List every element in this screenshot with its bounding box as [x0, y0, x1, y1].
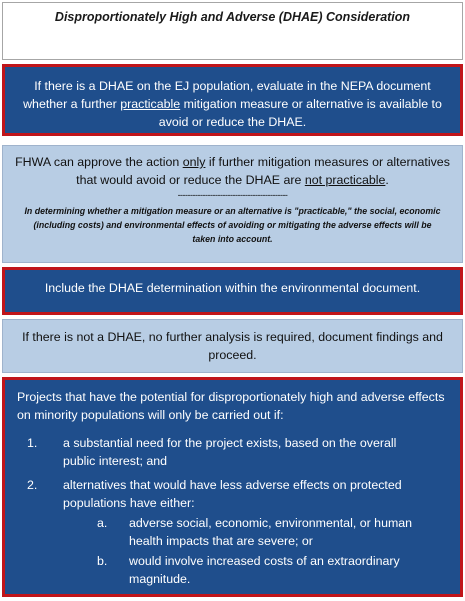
- practicable-note: In determining whether a mitigation measure or an alternative is "practicable," the social, economic (including costs) and environmental effects of avoiding or mitigating the adverse effects will be taken into account.: [24, 206, 441, 244]
- text-segment: if further mitigation measures or alternatives that would avoid or reduce the DHAE are: [76, 155, 450, 187]
- text-segment: .: [385, 173, 389, 187]
- list-marker: 1.: [27, 436, 38, 450]
- no-dhae-text: If there is not a DHAE, no further analysis is required, document findings and proceed.: [22, 330, 443, 362]
- diagram-title: Disproportionately High and Adverse (DHAE) Consideration: [54, 10, 411, 24]
- no-dhae-box: [2, 319, 463, 373]
- list-item-text: alternatives that would have less adverse effects on protected populations have either:: [63, 478, 402, 510]
- sub-list-marker: a.: [97, 516, 108, 530]
- dhae-evaluation-text: [19, 77, 446, 131]
- fhwa-approval-text: [13, 153, 452, 189]
- title-box: [2, 2, 463, 60]
- text-segment: If there is a DHAE on the EJ population, evaluate in the NEPA document whether a further: [23, 79, 431, 111]
- separator-line: --------------------------------------------: [177, 190, 288, 200]
- sub-list-item: [5, 514, 460, 550]
- list-item: [5, 476, 460, 512]
- conditions-list: [5, 434, 460, 588]
- sub-list-item-text: adverse social, economic, environmental, or human health impacts that are severe; or: [129, 516, 413, 548]
- project-conditions-box: [2, 377, 463, 597]
- conditions-intro: Projects that have the potential for disproportionately high and adverse effects on minority populations will only be carried out if:: [17, 390, 445, 422]
- text-segment: mitigation measure or alternative is available to avoid or reduce the DHAE.: [158, 97, 442, 129]
- underlined-only: only: [182, 155, 206, 169]
- include-determination-text: Include the DHAE determination within the environmental document.: [44, 281, 421, 295]
- sub-list-item-text: would involve increased costs of an extraordinary magnitude.: [129, 554, 400, 586]
- sub-list-marker: b.: [97, 554, 108, 568]
- dhae-evaluation-box: [2, 64, 463, 136]
- list-marker: 2.: [27, 478, 38, 492]
- text-segment: FHWA can approve the action: [15, 155, 183, 169]
- fhwa-approval-box: [2, 145, 463, 263]
- list-item: [5, 434, 460, 470]
- underlined-not-practicable: not practicable: [304, 173, 386, 187]
- include-determination-box: [2, 267, 463, 315]
- underlined-practicable: practicable: [120, 97, 181, 111]
- list-item-text: a substantial need for the project exists, based on the overall public interest; and: [63, 436, 397, 468]
- sub-list-item: [5, 552, 460, 588]
